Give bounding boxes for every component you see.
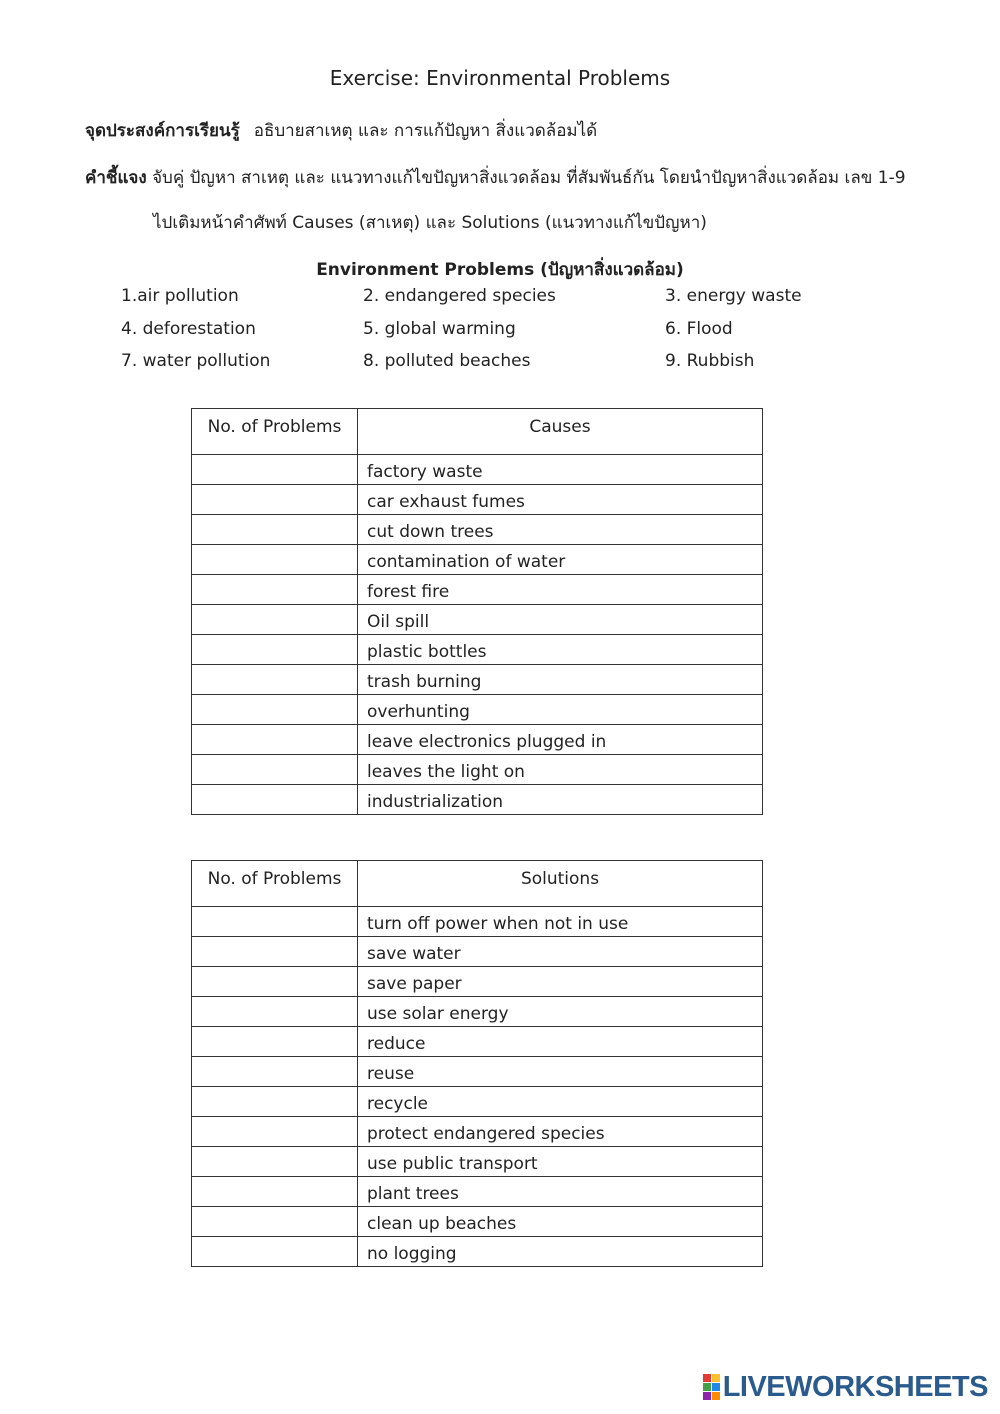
problem-number-input[interactable] bbox=[192, 1237, 358, 1267]
logo-square bbox=[703, 1383, 711, 1391]
worksheet-title: Exercise: Environmental Problems bbox=[329, 66, 671, 90]
problems-heading: Environment Problems (ปัญหาสิ่งแวดล้อม) bbox=[316, 260, 684, 280]
solution-cell: use solar energy bbox=[358, 997, 763, 1027]
problem-item: 6. Flood bbox=[665, 319, 733, 339]
solution-cell: protect endangered species bbox=[358, 1117, 763, 1147]
objective-label: จุดประสงค์การเรียนรู้ bbox=[85, 121, 240, 141]
table-row bbox=[192, 695, 763, 725]
instructions-text-1: จับคู่ ปัญหา สาเหตุ และ แนวทางแก้ไขปัญหาสิ่งแวดล้อม ที่สัมพันธ์กัน โดยนำปัญหาสิ่งแวดล้อม เลข 1-9 bbox=[152, 168, 906, 188]
cause-cell: leaves the light on bbox=[358, 755, 763, 785]
cause-cell: overhunting bbox=[358, 695, 763, 725]
problem-number-input[interactable] bbox=[192, 997, 358, 1027]
problem-number-input[interactable] bbox=[192, 785, 358, 815]
problem-number-header: No. of Problems bbox=[192, 861, 358, 907]
problem-item: 8. polluted beaches bbox=[363, 351, 531, 371]
solution-cell: clean up beaches bbox=[358, 1207, 763, 1237]
problem-number-input[interactable] bbox=[192, 1027, 358, 1057]
problem-number-input[interactable] bbox=[192, 485, 358, 515]
table-row bbox=[192, 665, 763, 695]
table-row bbox=[192, 455, 763, 485]
problem-number-input[interactable] bbox=[192, 455, 358, 485]
table-row bbox=[192, 1117, 763, 1147]
table-row bbox=[192, 1087, 763, 1117]
cause-cell: plastic bottles bbox=[358, 635, 763, 665]
table-row bbox=[192, 515, 763, 545]
table-row bbox=[192, 907, 763, 937]
problem-number-input[interactable] bbox=[192, 725, 358, 755]
solution-cell: save paper bbox=[358, 967, 763, 997]
problem-number-input[interactable] bbox=[192, 1147, 358, 1177]
table-row bbox=[192, 1027, 763, 1057]
problem-number-header: No. of Problems bbox=[192, 409, 358, 455]
problem-number-input[interactable] bbox=[192, 967, 358, 997]
problem-number-input[interactable] bbox=[192, 1117, 358, 1147]
logo-square bbox=[712, 1383, 720, 1391]
problem-number-input[interactable] bbox=[192, 515, 358, 545]
problem-number-input[interactable] bbox=[192, 755, 358, 785]
table-row bbox=[192, 937, 763, 967]
solution-cell: reuse bbox=[358, 1057, 763, 1087]
solution-cell: recycle bbox=[358, 1087, 763, 1117]
table-row bbox=[192, 545, 763, 575]
table-row bbox=[192, 997, 763, 1027]
table-row bbox=[192, 755, 763, 785]
problem-number-input[interactable] bbox=[192, 1087, 358, 1117]
problem-item: 5. global warming bbox=[363, 319, 516, 339]
instructions-text-2: ไปเติมหน้าคำศัพท์ Causes (สาเหตุ) และ Solutions (แนวทางแก้ไขปัญหา) bbox=[153, 213, 707, 233]
solution-cell: save water bbox=[358, 937, 763, 967]
solution-cell: plant trees bbox=[358, 1177, 763, 1207]
cause-cell: leave electronics plugged in bbox=[358, 725, 763, 755]
table-row bbox=[192, 1207, 763, 1237]
cause-cell: cut down trees bbox=[358, 515, 763, 545]
problem-number-input[interactable] bbox=[192, 695, 358, 725]
problems-list bbox=[121, 286, 881, 386]
table-row bbox=[192, 967, 763, 997]
liveworksheets-logo-icon bbox=[703, 1374, 720, 1400]
cause-cell: Oil spill bbox=[358, 605, 763, 635]
table-row bbox=[192, 1147, 763, 1177]
problem-number-input[interactable] bbox=[192, 665, 358, 695]
cause-cell: factory waste bbox=[358, 455, 763, 485]
liveworksheets-logo bbox=[703, 1372, 988, 1402]
causes-table bbox=[191, 408, 763, 815]
problem-number-input[interactable] bbox=[192, 635, 358, 665]
table-row bbox=[192, 575, 763, 605]
problem-item: 3. energy waste bbox=[665, 286, 802, 306]
solution-cell: reduce bbox=[358, 1027, 763, 1057]
problem-item: 9. Rubbish bbox=[665, 351, 755, 371]
cause-cell: industrialization bbox=[358, 785, 763, 815]
logo-square bbox=[712, 1392, 720, 1400]
table-row bbox=[192, 725, 763, 755]
problem-number-input[interactable] bbox=[192, 605, 358, 635]
instructions-label: คำชี้แจง bbox=[85, 168, 147, 188]
table-row bbox=[192, 605, 763, 635]
solution-cell: no logging bbox=[358, 1237, 763, 1267]
solution-cell: use public transport bbox=[358, 1147, 763, 1177]
table-row bbox=[192, 785, 763, 815]
problem-number-input[interactable] bbox=[192, 545, 358, 575]
objective-line bbox=[85, 117, 597, 144]
problem-item: 1.air pollution bbox=[121, 286, 239, 306]
problem-number-input[interactable] bbox=[192, 1057, 358, 1087]
problem-number-input[interactable] bbox=[192, 1207, 358, 1237]
problem-number-input[interactable] bbox=[192, 907, 358, 937]
table-row bbox=[192, 485, 763, 515]
cause-cell: car exhaust fumes bbox=[358, 485, 763, 515]
table-row bbox=[192, 635, 763, 665]
logo-square bbox=[703, 1392, 711, 1400]
logo-square bbox=[703, 1374, 711, 1382]
problem-number-input[interactable] bbox=[192, 1177, 358, 1207]
logo-square bbox=[712, 1374, 720, 1382]
solutions-table bbox=[191, 860, 763, 1267]
cause-cell: contamination of water bbox=[358, 545, 763, 575]
table-header-row bbox=[192, 861, 763, 907]
solutions-header: Solutions bbox=[358, 861, 763, 907]
instructions-line bbox=[85, 164, 906, 191]
table-row bbox=[192, 1177, 763, 1207]
causes-header: Causes bbox=[358, 409, 763, 455]
logo-text: LIVEWORKSHEETS bbox=[722, 1370, 988, 1403]
table-header-row bbox=[192, 409, 763, 455]
table-row bbox=[192, 1057, 763, 1087]
problem-item: 7. water pollution bbox=[121, 351, 271, 371]
objective-text: อธิบายสาเหตุ และ การแก้ปัญหา สิ่งแวดล้อมได้ bbox=[253, 121, 598, 141]
solution-cell: turn off power when not in use bbox=[358, 907, 763, 937]
problem-number-input[interactable] bbox=[192, 937, 358, 967]
problem-number-input[interactable] bbox=[192, 575, 358, 605]
cause-cell: trash burning bbox=[358, 665, 763, 695]
cause-cell: forest fire bbox=[358, 575, 763, 605]
problem-item: 2. endangered species bbox=[363, 286, 556, 306]
problem-item: 4. deforestation bbox=[121, 319, 256, 339]
table-row bbox=[192, 1237, 763, 1267]
